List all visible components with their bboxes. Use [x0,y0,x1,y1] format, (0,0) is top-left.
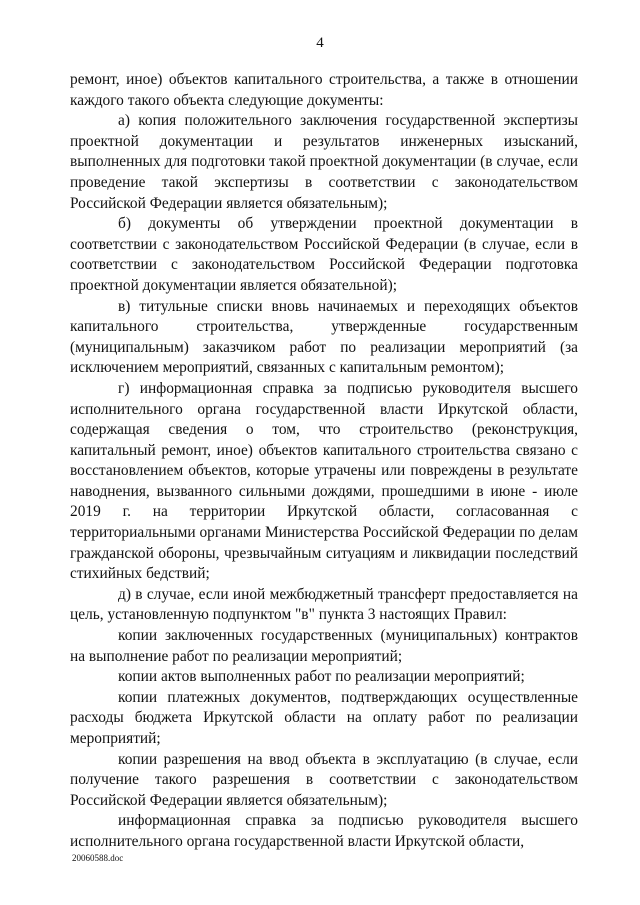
paragraph-acts: копии актов выполненных работ по реализации мероприятий; [118,668,525,686]
paragraph-continuation: ремонт, иное) объектов капитального строительства, а также в отношении каждого такого объекта следующие документы: [70,71,578,109]
file-name-footer: 20060588.doc [72,853,124,863]
paragraph-item-d: д) в случае, если иной межбюджетный трансферт предоставляется на цель, установленную подпунктом "в" пункта 3 настоящих Правил: [70,585,578,624]
paragraph-payments: копии платежных документов, подтверждающих осуществленные расходы бюджета Иркутской области на оплату работ по реализации мероприятий; [70,688,578,747]
paragraph-item-v: в) титульные списки вновь начинаемых и переходящих объектов капитального строительства, утвержденные государственным (муниципальным) заказчиком работ по реализации мероприятий (за исключением мероприятий, связанных с капитальным ремонтом); [70,297,578,377]
paragraph-item-b: б) документы об утверждении проектной документации в соответствии с законодательством Российской Федерации (в случае, если в соответствии с законодательством Российской Федерации подготовка проектной документации является обязательной); [70,215,578,294]
paragraph-item-g: г) информационная справка за подписью руководителя высшего исполнительного органа государственной власти Иркутской области, содержащая сведения о том, что строительство (реконструкция, капитальный ремонт, иное) объектов капитального строительства связано с восстановлением объектов, которые утрачены или повреждены в результате наводнения, вызванного сильными дождями, прошедшими в июне - июле 2019 г. на территории Иркутской области, согласованная с территориальными органами Министерства Российской Федерации по делам гражданской обороны, чрезвычайным ситуациям и ликвидации последствий стихийных бедствий; [70,379,578,583]
paragraph-item-a: а) копия положительного заключения государственной экспертизы проектной документации и результатов инженерных изысканий, выполненных для подготовки такой проектной документации (в случае, если проведение такой экспертизы в соответствии с законодательством Российской Федерации является обязательным); [70,112,578,212]
document-body [70,70,578,853]
paragraph-permit: копии разрешения на ввод объекта в эксплуатацию (в случае, если получение такого разрешения в соответствии с законодательством Российской Федерации является обязательным); [70,750,578,809]
paragraph-contracts: копии заключенных государственных (муниципальных) контрактов на выполнение работ по реализации мероприятий; [70,627,578,665]
page-number: 4 [316,35,324,51]
paragraph-info-note: информационная справка за подписью руководителя высшего исполнительного органа государственной власти Иркутской области, [70,812,578,850]
